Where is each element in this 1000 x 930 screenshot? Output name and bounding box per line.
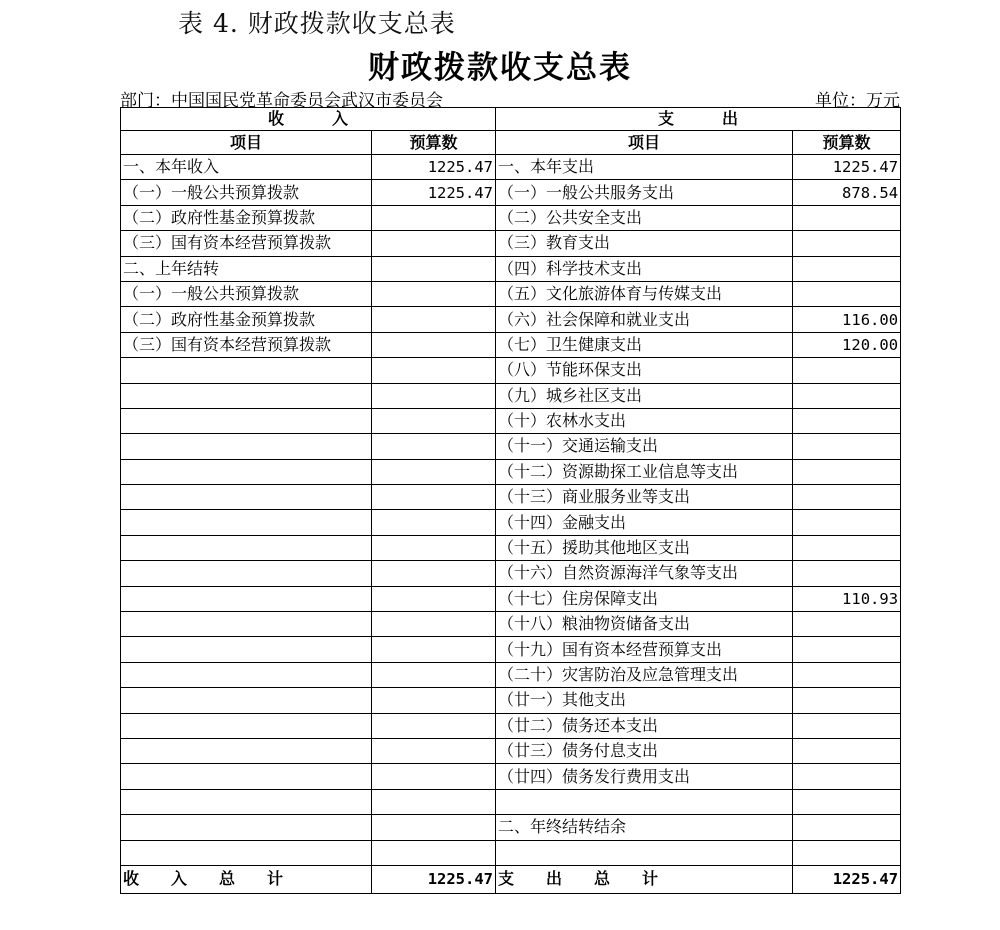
- income-item-cell: [121, 688, 372, 713]
- expense-amount-cell: [793, 256, 901, 281]
- income-amount-cell: [372, 738, 496, 763]
- income-item-cell: [121, 510, 372, 535]
- income-item-cell: （二）政府性基金预算拨款: [121, 205, 372, 230]
- table-row: [121, 155, 901, 180]
- expense-item-cell: （十九）国有资本经营预算支出: [496, 637, 793, 662]
- expense-amount-cell: [793, 662, 901, 687]
- table-row: [121, 815, 901, 840]
- income-amount-cell: [372, 231, 496, 256]
- expense-item-cell: （六）社会保障和就业支出: [496, 307, 793, 332]
- expense-item-cell: （十）农林水支出: [496, 408, 793, 433]
- expense-amount-cell: [793, 459, 901, 484]
- budget-table: [120, 107, 901, 894]
- expense-item-cell: （七）卫生健康支出: [496, 332, 793, 357]
- income-item-cell: [121, 713, 372, 738]
- expense-item-cell: （三）教育支出: [496, 231, 793, 256]
- income-amount-header: 预算数: [372, 131, 496, 155]
- income-item-cell: [121, 383, 372, 408]
- expense-amount-cell: [793, 281, 901, 306]
- table-row: [121, 256, 901, 281]
- income-amount-cell: 1225.47: [372, 155, 496, 180]
- income-amount-cell: [372, 510, 496, 535]
- income-item-cell: [121, 764, 372, 789]
- expense-amount-cell: [793, 713, 901, 738]
- income-amount-cell: [372, 637, 496, 662]
- income-amount-cell: [372, 434, 496, 459]
- table-row: [121, 738, 901, 763]
- expense-item-cell: （十三）商业服务业等支出: [496, 485, 793, 510]
- income-amount-cell: [372, 408, 496, 433]
- income-amount-cell: [372, 307, 496, 332]
- income-item-cell: [121, 840, 372, 865]
- expense-amount-cell: [793, 535, 901, 560]
- table-row: [121, 586, 901, 611]
- expense-amount-cell: 878.54: [793, 180, 901, 205]
- income-item-header: 项目: [121, 131, 372, 155]
- expense-item-cell: （十八）粮油物资储备支出: [496, 612, 793, 637]
- expense-item-cell: （二十）灾害防治及应急管理支出: [496, 662, 793, 687]
- expense-item-cell: 一、本年支出: [496, 155, 793, 180]
- table-row: [121, 561, 901, 586]
- income-amount-cell: [372, 256, 496, 281]
- expense-amount-cell: 1225.47: [793, 155, 901, 180]
- expense-amount-cell: [793, 764, 901, 789]
- table-row: [121, 612, 901, 637]
- expense-amount-cell: [793, 510, 901, 535]
- income-item-cell: [121, 561, 372, 586]
- income-total-amount: 1225.47: [372, 865, 496, 893]
- income-item-cell: （三）国有资本经营预算拨款: [121, 332, 372, 357]
- income-amount-cell: [372, 485, 496, 510]
- income-item-cell: [121, 459, 372, 484]
- table-row: [121, 332, 901, 357]
- income-item-cell: 二、上年结转: [121, 256, 372, 281]
- expense-amount-cell: [793, 688, 901, 713]
- income-amount-cell: [372, 358, 496, 383]
- expense-item-cell: （四）科学技术支出: [496, 256, 793, 281]
- expense-item-cell: （十二）资源勘探工业信息等支出: [496, 459, 793, 484]
- income-item-cell: （一）一般公共预算拨款: [121, 180, 372, 205]
- expense-item-cell: （九）城乡社区支出: [496, 383, 793, 408]
- income-item-cell: [121, 738, 372, 763]
- expense-item-cell: （廿二）债务还本支出: [496, 713, 793, 738]
- unit-label: 单位：万元: [815, 91, 900, 111]
- department-label: 部门：中国国民党革命委员会武汉市委员会: [120, 91, 443, 111]
- page-title: 财政拨款收支总表: [368, 50, 632, 86]
- table-row: [121, 713, 901, 738]
- expense-item-cell: （五）文化旅游体育与传媒支出: [496, 281, 793, 306]
- expense-item-cell: （十六）自然资源海洋气象等支出: [496, 561, 793, 586]
- expense-item-cell: 二、年终结转结余: [496, 815, 793, 840]
- expense-item-cell: （二）公共安全支出: [496, 205, 793, 230]
- income-amount-cell: [372, 561, 496, 586]
- income-item-cell: [121, 358, 372, 383]
- income-item-cell: [121, 485, 372, 510]
- expense-amount-cell: [793, 231, 901, 256]
- table-row: [121, 485, 901, 510]
- income-amount-cell: [372, 535, 496, 560]
- income-amount-cell: 1225.47: [372, 180, 496, 205]
- expense-item-cell: （十五）援助其他地区支出: [496, 535, 793, 560]
- income-section-header: 收 入: [121, 108, 496, 131]
- expense-amount-cell: [793, 358, 901, 383]
- expense-amount-cell: [793, 612, 901, 637]
- income-amount-cell: [372, 586, 496, 611]
- income-total-label: 收 入 总 计: [121, 865, 372, 893]
- income-item-cell: [121, 815, 372, 840]
- income-item-cell: [121, 434, 372, 459]
- expense-item-cell: （十四）金融支出: [496, 510, 793, 535]
- table-row: [121, 535, 901, 560]
- income-amount-cell: [372, 688, 496, 713]
- income-item-cell: [121, 535, 372, 560]
- expense-item-cell: （十一）交通运输支出: [496, 434, 793, 459]
- table-row: [121, 205, 901, 230]
- income-amount-cell: [372, 205, 496, 230]
- expense-amount-cell: [793, 485, 901, 510]
- table-row: [121, 358, 901, 383]
- expense-item-cell: （一）一般公共服务支出: [496, 180, 793, 205]
- expense-total-label: 支 出 总 计: [496, 865, 793, 893]
- expense-amount-cell: [793, 561, 901, 586]
- income-item-cell: （二）政府性基金预算拨款: [121, 307, 372, 332]
- expense-amount-cell: [793, 383, 901, 408]
- expense-item-cell: （八）节能环保支出: [496, 358, 793, 383]
- income-item-cell: [121, 789, 372, 814]
- income-item-cell: [121, 637, 372, 662]
- income-amount-cell: [372, 459, 496, 484]
- expense-total-amount: 1225.47: [793, 865, 901, 893]
- table-row: [121, 789, 901, 814]
- expense-amount-cell: [793, 637, 901, 662]
- expense-amount-cell: 110.93: [793, 586, 901, 611]
- table-row: [121, 434, 901, 459]
- expense-amount-cell: [793, 738, 901, 763]
- expense-item-cell: [496, 840, 793, 865]
- table-row: [121, 688, 901, 713]
- income-item-cell: 一、本年收入: [121, 155, 372, 180]
- table-row: [121, 231, 901, 256]
- expense-item-cell: （廿一）其他支出: [496, 688, 793, 713]
- expense-amount-cell: 120.00: [793, 332, 901, 357]
- table-row: [121, 383, 901, 408]
- income-amount-cell: [372, 383, 496, 408]
- expense-amount-cell: [793, 408, 901, 433]
- income-amount-cell: [372, 815, 496, 840]
- expense-item-cell: [496, 789, 793, 814]
- table-row: [121, 281, 901, 306]
- income-item-cell: [121, 586, 372, 611]
- income-amount-cell: [372, 332, 496, 357]
- income-item-cell: [121, 408, 372, 433]
- expense-section-header: 支 出: [496, 108, 901, 131]
- table-row: [121, 662, 901, 687]
- total-row: [121, 865, 901, 893]
- table-row: [121, 840, 901, 865]
- income-item-cell: （一）一般公共预算拨款: [121, 281, 372, 306]
- table-row: [121, 307, 901, 332]
- column-header-row: [121, 131, 901, 155]
- expense-amount-cell: [793, 789, 901, 814]
- income-amount-cell: [372, 612, 496, 637]
- table-row: [121, 408, 901, 433]
- income-amount-cell: [372, 662, 496, 687]
- expense-amount-header: 预算数: [793, 131, 901, 155]
- income-item-cell: [121, 662, 372, 687]
- table-caption: 表 4. 财政拨款收支总表: [178, 9, 456, 38]
- income-amount-cell: [372, 281, 496, 306]
- expense-item-cell: （廿三）债务付息支出: [496, 738, 793, 763]
- expense-amount-cell: 116.00: [793, 307, 901, 332]
- income-amount-cell: [372, 840, 496, 865]
- table-row: [121, 180, 901, 205]
- table-row: [121, 459, 901, 484]
- income-amount-cell: [372, 713, 496, 738]
- expense-amount-cell: [793, 205, 901, 230]
- expense-item-header: 项目: [496, 131, 793, 155]
- income-amount-cell: [372, 789, 496, 814]
- table-row: [121, 764, 901, 789]
- expense-amount-cell: [793, 840, 901, 865]
- expense-amount-cell: [793, 815, 901, 840]
- expense-amount-cell: [793, 434, 901, 459]
- income-amount-cell: [372, 764, 496, 789]
- income-item-cell: （三）国有资本经营预算拨款: [121, 231, 372, 256]
- income-item-cell: [121, 612, 372, 637]
- expense-item-cell: （廿四）债务发行费用支出: [496, 764, 793, 789]
- table-row: [121, 510, 901, 535]
- section-header-row: [121, 108, 901, 131]
- expense-item-cell: （十七）住房保障支出: [496, 586, 793, 611]
- table-row: [121, 637, 901, 662]
